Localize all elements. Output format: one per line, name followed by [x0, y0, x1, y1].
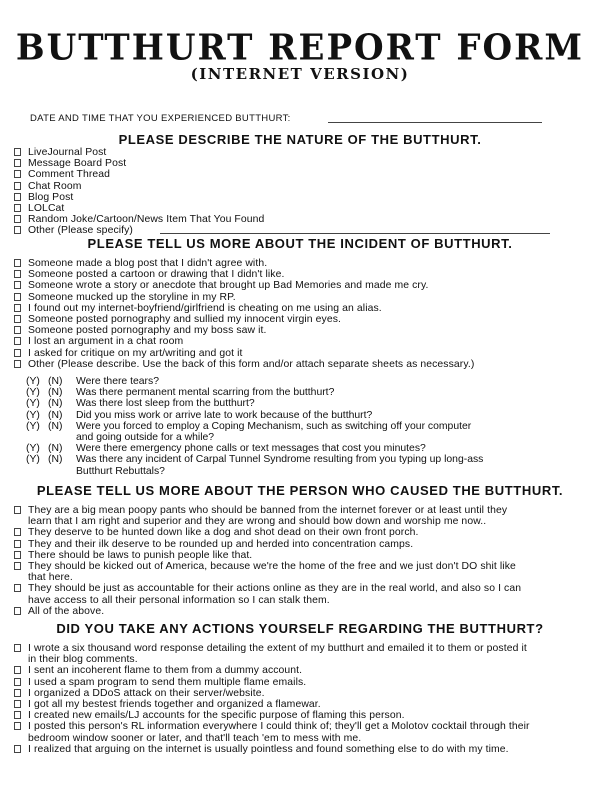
list-item-continued: have access to all their personal information so I can stalk them.	[28, 594, 330, 606]
person-list	[14, 505, 521, 617]
yes-option[interactable]: (Y)	[26, 376, 40, 387]
list-item[interactable]: I wrote a six thousand word response detailing the extent of my butthurt and emailed it to them or posted it	[14, 643, 530, 654]
form-subtitle: (INTERNET VERSION)	[190, 65, 410, 83]
list-item[interactable]: Message Board Post	[14, 158, 264, 169]
list-item-continued: that here.	[28, 572, 73, 584]
question-row: (Y) (N) Was there any incident of Carpal Tunnel Syndrome resulting from you typing up long-ass	[26, 454, 484, 466]
checkbox[interactable]	[14, 270, 21, 278]
nature-heading: PLEASE DESCRIBE THE NATURE OF THE BUTTHURT.	[118, 132, 482, 147]
actions-list	[14, 643, 530, 755]
checkbox[interactable]	[14, 666, 21, 674]
question-row: (Y) (N) Was there lost sleep from the butthurt?	[26, 398, 255, 410]
checkbox[interactable]	[14, 562, 21, 570]
list-item[interactable]: Someone posted a cartoon or drawing that I didn't like.	[14, 269, 474, 280]
list-item[interactable]: LOLCat	[14, 203, 264, 214]
list-item[interactable]: I organized a DDoS attack on their server/website.	[14, 688, 530, 699]
yes-option[interactable]: (Y)	[26, 387, 40, 399]
yes-option[interactable]: (Y)	[26, 398, 40, 410]
checkbox[interactable]	[14, 170, 21, 178]
checkbox[interactable]	[14, 193, 21, 201]
checkbox[interactable]	[14, 315, 21, 323]
checkbox[interactable]	[14, 159, 21, 167]
person-heading: PLEASE TELL US MORE ABOUT THE PERSON WHO CAUSED THE BUTTHURT.	[36, 483, 564, 498]
list-item[interactable]: I used a spam program to send them multiple flame emails.	[14, 677, 530, 688]
list-item-continued: bedroom window sooner or later, and that'll teach 'em to mess with me.	[28, 732, 362, 744]
list-item[interactable]: They deserve to be hunted down like a dog and shot dead on their own front porch.	[14, 527, 521, 538]
checkbox[interactable]	[14, 281, 21, 289]
no-option[interactable]: (N)	[48, 420, 63, 432]
no-option[interactable]: (N)	[48, 398, 63, 410]
no-option[interactable]: (N)	[48, 376, 63, 387]
other-specify-line[interactable]	[160, 233, 550, 234]
list-item[interactable]: Other (Please specify)	[14, 225, 264, 236]
checkbox[interactable]	[14, 326, 21, 334]
list-item-continued: in their blog comments.	[28, 654, 138, 666]
list-item[interactable]: I lost an argument in a chat room	[14, 336, 474, 347]
no-option[interactable]: (N)	[48, 387, 63, 399]
checkbox[interactable]	[14, 204, 21, 212]
checkbox[interactable]	[14, 304, 21, 312]
list-item[interactable]: Other (Please describe. Use the back of this form and/or attach separate sheets as necessary.)	[14, 359, 474, 370]
actions-heading: DID YOU TAKE ANY ACTIONS YOURSELF REGARDING THE BUTTHURT?	[56, 621, 544, 636]
nature-list	[14, 147, 264, 237]
checkbox[interactable]	[14, 678, 21, 686]
list-item[interactable]: I realized that arguing on the internet is usually pointless and found something else to do with my time.	[14, 744, 530, 755]
list-item[interactable]: They and their ilk deserve to be rounded up and herded into concentration camps.	[14, 539, 521, 550]
question-row: (Y) (N) Were there emergency phone calls or text messages that cost you minutes?	[26, 443, 426, 455]
checkbox[interactable]	[14, 689, 21, 697]
list-item[interactable]: They are a big mean poopy pants who should be banned from the internet forever or at least until they	[14, 505, 521, 516]
checkbox[interactable]	[14, 226, 21, 234]
date-input-line[interactable]	[328, 122, 542, 123]
list-item[interactable]: Blog Post	[14, 192, 264, 203]
checkbox[interactable]	[14, 745, 21, 753]
no-option[interactable]: (N)	[48, 409, 63, 421]
form-title: BUTTHURT REPORT FORM	[15, 27, 585, 69]
list-item[interactable]: I sent an incoherent flame to them from a dummy account.	[14, 665, 530, 676]
checkbox[interactable]	[14, 148, 21, 156]
no-option[interactable]: (N)	[48, 443, 63, 455]
yes-option[interactable]: (Y)	[26, 443, 40, 455]
checkbox[interactable]	[14, 551, 21, 559]
checkbox[interactable]	[14, 644, 21, 652]
yes-option[interactable]: (Y)	[26, 420, 40, 432]
checkbox[interactable]	[14, 215, 21, 223]
date-label: DATE AND TIME THAT YOU EXPERIENCED BUTTHURT:	[30, 113, 291, 124]
list-item[interactable]: Someone made a blog post that I didn't agree with.	[14, 258, 474, 269]
yes-no-questions	[26, 376, 566, 477]
question-row: Butthurt Rebuttals?	[76, 465, 165, 477]
list-item[interactable]: Random Joke/Cartoon/News Item That You Found	[14, 214, 264, 225]
checkbox[interactable]	[14, 528, 21, 536]
question-row: and going outside for a while?	[76, 432, 215, 444]
checkbox[interactable]	[14, 584, 21, 592]
list-item[interactable]: LiveJournal Post	[14, 147, 264, 158]
list-item-continued: learn that I am right and superior and they are wrong and should bow down and worship me now..	[28, 516, 487, 528]
list-item[interactable]: Someone posted pornography and my boss saw it.	[14, 325, 474, 336]
checkbox[interactable]	[14, 700, 21, 708]
list-item[interactable]: I asked for critique on my art/writing and got it	[14, 348, 474, 359]
checkbox[interactable]	[14, 337, 21, 345]
question-row: (Y) (N) Were you forced to employ a Coping Mechanism, such as switching off your computer	[26, 420, 472, 432]
checkbox[interactable]	[14, 259, 21, 267]
checkbox[interactable]	[14, 540, 21, 548]
question-row: (Y) (N) Did you miss work or arrive late to work because of the butthurt?	[26, 409, 373, 421]
list-item[interactable]: I found out my internet-boyfriend/girlfriend is cheating on me using an alias.	[14, 303, 474, 314]
list-item[interactable]: They should be kicked out of America, because we're the home of the free and we just don't DO shit like	[14, 561, 521, 572]
question-row: (Y) (N) Was there permanent mental scarring from the butthurt?	[26, 387, 335, 399]
list-item[interactable]: All of the above.	[14, 606, 521, 617]
list-item[interactable]: I posted this person's RL information everywhere I could think of; they'll get a Molotov cocktail through their	[14, 721, 530, 732]
checkbox[interactable]	[14, 293, 21, 301]
list-item[interactable]: Someone mucked up the storyline in my RP.	[14, 292, 474, 303]
list-item[interactable]: Someone posted pornography and sullied my innocent virgin eyes.	[14, 314, 474, 325]
question-row: (Y) (N) Were there tears?	[26, 376, 159, 387]
checkbox[interactable]	[14, 607, 21, 615]
incident-list	[14, 258, 474, 370]
checkbox[interactable]	[14, 182, 21, 190]
checkbox[interactable]	[14, 349, 21, 357]
list-item[interactable]: I created new emails/LJ accounts for the specific purpose of flaming this person.	[14, 710, 530, 721]
list-item[interactable]: Comment Thread	[14, 169, 264, 180]
list-item[interactable]: There should be laws to punish people like that.	[14, 550, 521, 561]
list-item[interactable]: I got all my bestest friends together and organized a flamewar.	[14, 699, 530, 710]
yes-option[interactable]: (Y)	[26, 409, 40, 421]
incident-heading: PLEASE TELL US MORE ABOUT THE INCIDENT OF BUTTHURT.	[87, 236, 513, 251]
checkbox[interactable]	[14, 506, 21, 514]
yes-option[interactable]: (Y)	[26, 454, 40, 466]
list-item[interactable]: Someone wrote a story or anecdote that brought up Bad Memories and made me cry.	[14, 280, 474, 291]
no-option[interactable]: (N)	[48, 454, 63, 466]
checkbox[interactable]	[14, 722, 21, 730]
checkbox[interactable]	[14, 711, 21, 719]
list-item[interactable]: Chat Room	[14, 181, 264, 192]
checkbox[interactable]	[14, 360, 21, 368]
list-item[interactable]: They should be just as accountable for their actions online as they are in the real world, and also so I can	[14, 583, 521, 594]
